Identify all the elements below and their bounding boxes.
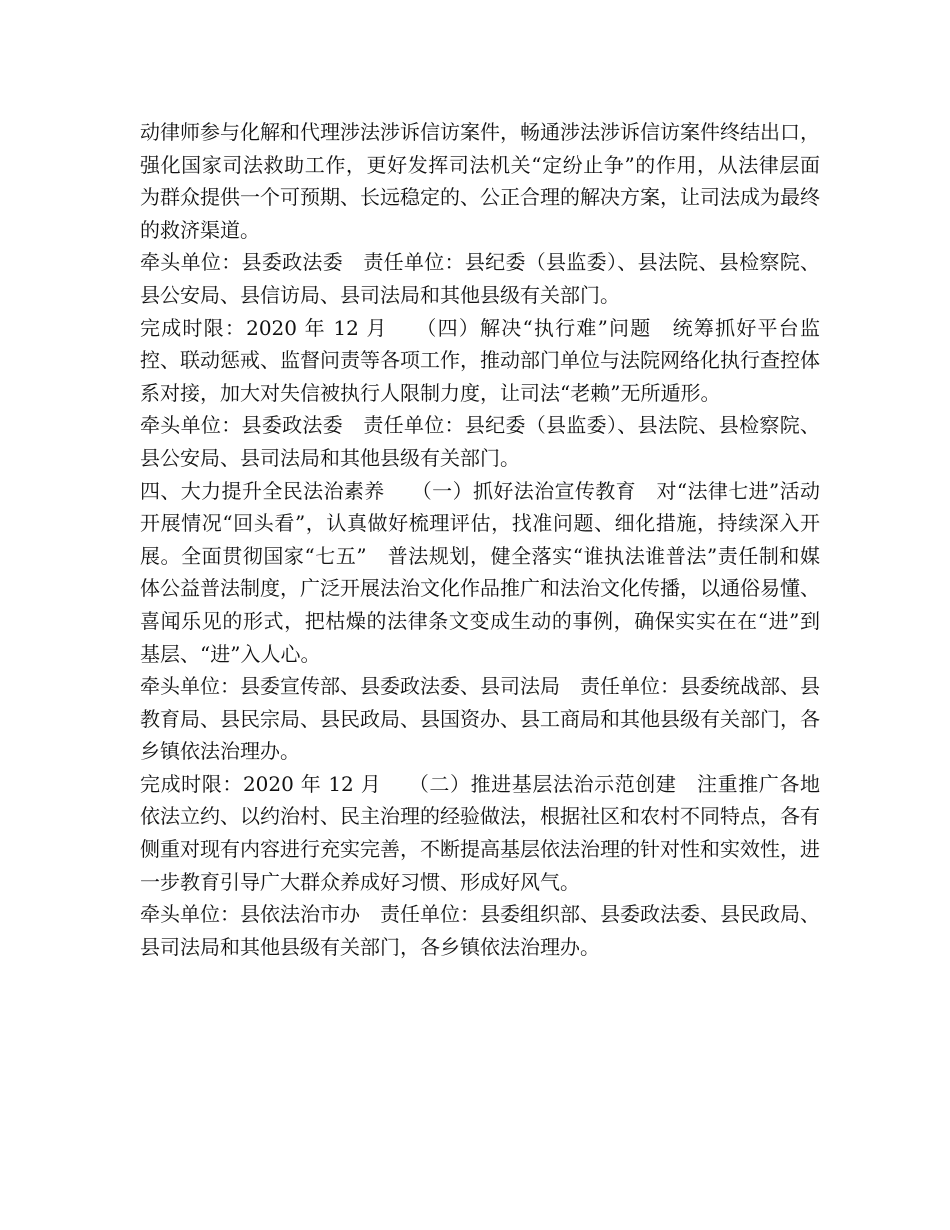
paragraph-4: 牵头单位：县委政法委 责任单位：县纪委（县监委）、县法院、县检察院、县公安局、县司法局和其他县级有关部门。 — [140, 413, 820, 470]
paragraph-6: 牵头单位：县委宣传部、县委政法委、县司法局 责任单位：县委统战部、县教育局、县民宗局、县民政局、县国资办、县工商局和其他县级有关部门，各乡镇依法治理办。 — [140, 674, 820, 764]
document-body — [140, 116, 820, 963]
paragraph-3: 完成时限：2020 年 12 月 （四）解决“执行难”问题 统筹抓好平台监控、联动惩戒、监督问责等各项工作，推动部门单位与法院网络化执行查控体系对接，加大对失信被执行人限制力度，让司法“老赖”无所遁形。 — [140, 315, 820, 405]
paragraph-2: 牵头单位：县委政法委 责任单位：县纪委（县监委）、县法院、县检察院、县公安局、县信访局、县司法局和其他县级有关部门。 — [140, 250, 820, 307]
paragraph-8: 牵头单位：县依法治市办 责任单位：县委组织部、县委政法委、县民政局、县司法局和其他县级有关部门，各乡镇依法治理办。 — [140, 902, 820, 959]
paragraph-1: 动律师参与化解和代理涉法涉诉信访案件，畅通涉法涉诉信访案件终结出口，强化国家司法救助工作，更好发挥司法机关“定纷止争”的作用，从法律层面为群众提供一个可预期、长远稳定的、公正合理的解决方案，让司法成为最终的救济渠道。 — [140, 120, 820, 242]
paragraph-7: 完成时限：2020 年 12 月 （二）推进基层法治示范创建 注重推广各地依法立约、以约治村、民主治理的经验做法，根据社区和农村不同特点，各有侧重对现有内容进行充实完善，不断提高基层依法治理的针对性和实效性，进一步教育引导广大群众养成好习惯、形成好风气。 — [140, 771, 820, 894]
paragraph-5: 四、大力提升全民法治素养 （一）抓好法治宣传教育 对“法律七进”活动开展情况“回头看”，认真做好梳理评估，找准问题、细化措施，持续深入开展。全面贯彻国家“七五” 普法规划，健全落实“谁执法谁普法”责任制和媒体公益普法制度，广泛开展法治文化作品推广和法治文化传播，以通俗易懂、喜闻乐见的形式，把枯燥的法律条文变成生动的事例，确保实实在在“进”到基层、“进”入人心。 — [140, 478, 820, 666]
